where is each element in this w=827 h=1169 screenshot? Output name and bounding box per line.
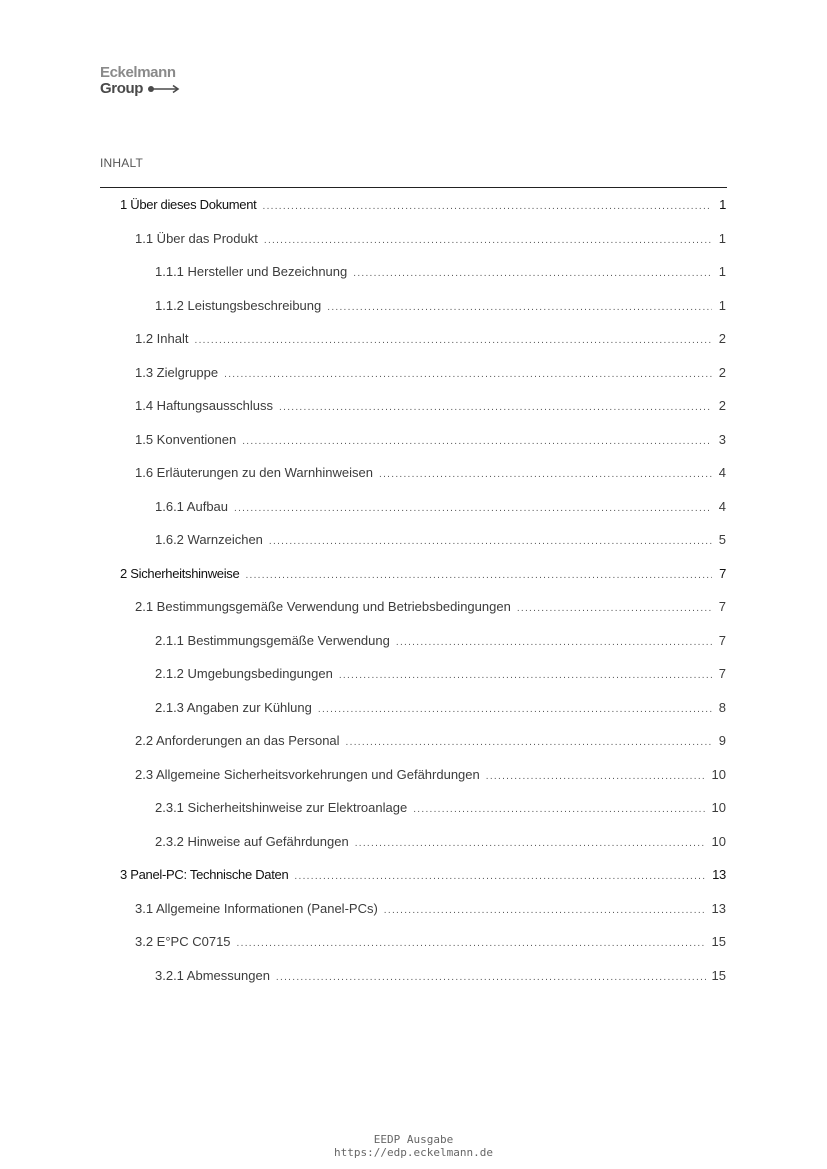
toc-entry-title: 1.4 Haftungsausschluss	[135, 398, 274, 413]
toc-entry-title: 1.1.1 Hersteller und Bezeichnung	[155, 264, 348, 279]
logo-line-2	[100, 81, 220, 97]
toc-entry[interactable]	[135, 231, 726, 251]
toc-entry-title: 1.2 Inhalt	[135, 331, 189, 346]
toc-entry-title: 1.3 Zielgruppe	[135, 364, 219, 380]
toc-leader-dots	[269, 536, 712, 547]
toc-entry-page: 10	[711, 800, 726, 815]
toc-entry-page: 2	[718, 331, 726, 346]
toc-entry-page: 15	[711, 967, 726, 983]
toc-entry[interactable]	[155, 499, 726, 519]
toc-entry[interactable]	[135, 398, 726, 418]
toc-entry[interactable]	[135, 767, 726, 787]
toc-entry-title: 2.1 Bestimmungsgemäße Verwendung und Betriebsbedingungen	[135, 599, 511, 614]
toc-entry-page: 10	[711, 766, 726, 782]
toc-entry-title: 1.1 Über das Produkt	[135, 230, 258, 246]
toc-entry-title: 1.6 Erläuterungen zu den Warnhinweisen	[135, 465, 373, 480]
toc-leader-dots	[384, 905, 706, 916]
toc-entry-page: 9	[718, 733, 726, 748]
toc-entry-title: 3 Panel-PC: Technische Daten	[120, 867, 289, 882]
toc-entry-page: 3	[718, 431, 726, 447]
toc-leader-dots	[413, 804, 705, 815]
toc-entry-page: 4	[718, 498, 726, 514]
toc-entry-title: 1.1.2 Leistungsbeschreibung	[155, 297, 322, 313]
toc-entry-title: 2 Sicherheitshinweise	[120, 565, 240, 581]
toc-entry[interactable]	[155, 666, 726, 686]
toc-entry-title: 2.3 Allgemeine Sicherheitsvorkehrungen und Gefährdungen	[135, 766, 480, 782]
toc-entry-title: 1.5 Konventionen	[135, 431, 237, 447]
toc-entry[interactable]	[120, 867, 726, 887]
toc-entry[interactable]	[155, 834, 726, 854]
toc-leader-dots	[264, 235, 712, 246]
toc-leader-dots	[379, 469, 712, 480]
toc-entry[interactable]	[135, 331, 726, 351]
toc-leader-dots	[353, 268, 712, 279]
toc-leader-dots	[242, 436, 712, 447]
toc-entry[interactable]	[135, 599, 726, 619]
toc-leader-dots	[294, 871, 706, 882]
toc-entry-page: 7	[718, 599, 726, 614]
toc-entry-page: 7	[718, 666, 726, 681]
toc-leader-dots	[517, 603, 712, 614]
toc-entry-page: 1	[718, 230, 726, 246]
toc-entry-title: 2.3.2 Hinweise auf Gefährdungen	[155, 833, 349, 849]
footer-edition: EEDP Ausgabe	[373, 1133, 454, 1146]
page-title: INHALT	[100, 156, 143, 170]
toc-entry-title: 1.6.2 Warnzeichen	[155, 532, 263, 547]
toc-entry-page: 7	[718, 632, 726, 648]
toc-entry-title: 2.1.3 Angaben zur Kühlung	[155, 699, 312, 715]
toc-entry-title: 3.2 E°PC C0715	[135, 934, 231, 949]
toc-leader-dots	[486, 771, 706, 782]
toc-entry-page: 7	[719, 565, 726, 581]
toc-entry-page: 2	[718, 398, 726, 413]
logo-line-2-text: Group	[100, 80, 143, 98]
toc-entry-title: 1 Über dieses Dokument	[120, 197, 257, 212]
page-footer	[0, 1133, 827, 1159]
toc-entry-page: 5	[718, 532, 726, 547]
toc-entry-page: 15	[711, 934, 726, 949]
toc-entry[interactable]	[120, 566, 726, 586]
toc-leader-dots	[327, 302, 712, 313]
toc-entry-page: 1	[718, 297, 726, 313]
toc-entry-title: 3.2.1 Abmessungen	[155, 967, 270, 983]
toc-leader-dots	[224, 369, 712, 380]
toc-entry-page: 13	[712, 867, 726, 882]
toc-entry-title: 2.1.1 Bestimmungsgemäße Verwendung	[155, 632, 390, 648]
toc-leader-dots	[355, 838, 706, 849]
toc-entry[interactable]	[155, 264, 726, 284]
toc-leader-dots	[396, 637, 712, 648]
toc-entry-title: 2.3.1 Sicherheitshinweise zur Elektroanlage	[155, 800, 408, 815]
toc-entry[interactable]	[155, 700, 726, 720]
toc-leader-dots	[346, 737, 712, 748]
toc-entry-page: 4	[718, 465, 726, 480]
title-divider	[100, 187, 727, 188]
toc-entry[interactable]	[155, 298, 726, 318]
toc-leader-dots	[245, 570, 712, 581]
toc-leader-dots	[339, 670, 712, 681]
toc-entry[interactable]	[155, 968, 726, 988]
toc-entry[interactable]	[155, 800, 726, 820]
eckelmann-logo	[100, 65, 220, 97]
toc-entry-page: 10	[711, 833, 726, 849]
toc-leader-dots	[262, 201, 712, 212]
toc-entry[interactable]	[135, 733, 726, 753]
toc-entry-page: 1	[719, 197, 726, 212]
toc-entry-title: 2.2 Anforderungen an das Personal	[135, 733, 340, 748]
toc-entry-title: 1.6.1 Aufbau	[155, 498, 229, 514]
toc-entry-page: 2	[718, 364, 726, 380]
logo-line-1: Eckelmann	[100, 64, 176, 81]
toc-entry-page: 1	[718, 264, 726, 279]
toc-entry[interactable]	[135, 432, 726, 452]
toc-leader-dots	[276, 972, 706, 983]
toc-entry[interactable]	[120, 197, 726, 217]
arrow-icon	[147, 84, 181, 94]
toc-leader-dots	[279, 402, 712, 413]
toc-entry-page: 8	[718, 699, 726, 715]
toc-leader-dots	[195, 335, 713, 346]
toc-entry-title: 3.1 Allgemeine Informationen (Panel-PCs)	[135, 900, 378, 916]
toc-entry[interactable]	[135, 934, 726, 954]
toc-entry[interactable]	[155, 633, 726, 653]
toc-entry[interactable]	[135, 365, 726, 385]
toc-entry[interactable]	[135, 901, 726, 921]
toc-entry-title: 2.1.2 Umgebungsbedingungen	[155, 666, 333, 681]
toc-entry[interactable]	[135, 465, 726, 485]
toc-leader-dots	[234, 503, 712, 514]
toc-leader-dots	[237, 938, 706, 949]
toc-entry[interactable]	[155, 532, 726, 552]
toc-leader-dots	[318, 704, 712, 715]
footer-url: https://edp.eckelmann.de	[334, 1146, 493, 1159]
toc-entry-page: 13	[711, 900, 726, 916]
